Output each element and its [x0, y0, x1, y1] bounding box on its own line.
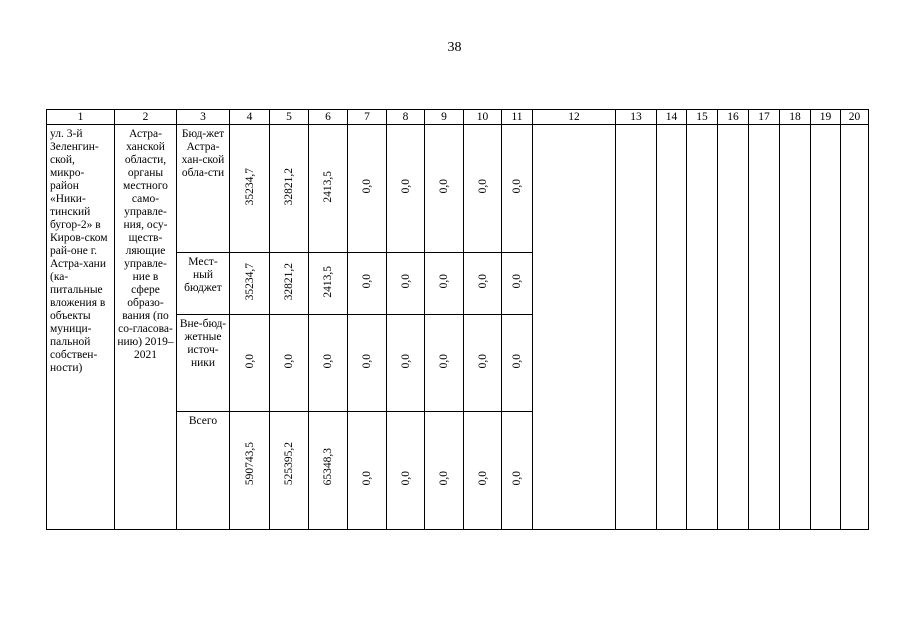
empty-cell [616, 125, 657, 530]
value-cell: 0,0 [283, 353, 295, 369]
executor-cell: Астра-ханской области, органы местного само-управле-ния, осу-ществ-ляющие управле-ние в сфере образо-вания (по со-гласова-нию) 2019–2021 [115, 125, 177, 530]
value-cell: 0,0 [361, 274, 373, 289]
value-cell: 0,0 [511, 274, 523, 289]
empty-cell [657, 125, 687, 530]
value-cell: 0,0 [438, 179, 450, 194]
column-number: 19 [811, 110, 841, 125]
value-cell: 0,0 [322, 353, 334, 369]
source-cell: Вне-бюд-жетные источ-ники [177, 315, 230, 412]
column-number-row [47, 110, 869, 125]
page-number: 38 [447, 40, 462, 55]
value-cell: 0,0 [243, 353, 256, 369]
column-number: 15 [687, 110, 718, 125]
column-number: 16 [718, 110, 749, 125]
value-cell: 0,0 [399, 353, 412, 369]
value-cell: 0,0 [438, 470, 450, 485]
empty-cell [780, 125, 811, 530]
source-cell: Всего [177, 412, 230, 530]
value-cell: 0,0 [399, 470, 412, 485]
column-number: 18 [780, 110, 811, 125]
value-cell: 0,0 [476, 353, 489, 369]
value-cell: 0,0 [511, 353, 523, 369]
column-number: 3 [177, 110, 230, 125]
column-number: 14 [657, 110, 687, 125]
column-number: 10 [464, 110, 502, 125]
value-cell: 0,0 [476, 470, 489, 485]
column-number: 20 [841, 110, 869, 125]
value-cell: 0,0 [476, 179, 489, 194]
value-cell: 0,0 [476, 274, 489, 289]
value-cell: 0,0 [438, 274, 450, 289]
value-cell: 525395,2 [283, 441, 295, 485]
value-cell: 590743,5 [243, 441, 256, 485]
value-cell: 35234,7 [243, 167, 256, 206]
table-row [47, 125, 869, 253]
column-number: 13 [616, 110, 657, 125]
empty-cell [811, 125, 841, 530]
empty-cell [841, 125, 869, 530]
value-cell: 32821,2 [283, 262, 295, 301]
value-cell: 0,0 [511, 179, 523, 194]
empty-cell [687, 125, 718, 530]
column-number: 8 [387, 110, 425, 125]
empty-cell [718, 125, 749, 530]
object-cell: ул. 3-й Зеленгин-ской, микро-район «Ники-тинский бугор-2» в Киров-ском рай-оне г. Астра-хани (ка-питальные вложения в объекты муници-пальной собствен-ности) [47, 125, 115, 530]
value-cell: 0,0 [511, 470, 523, 485]
value-cell: 0,0 [438, 353, 450, 369]
value-cell: 0,0 [361, 179, 373, 194]
budget-table [46, 109, 869, 530]
source-cell: Бюд-жет Астра-хан-ской обла-сти [177, 125, 230, 253]
column-number: 1 [47, 110, 115, 125]
value-cell: 0,0 [361, 353, 373, 369]
value-cell: 2413,5 [322, 170, 334, 203]
empty-cell [749, 125, 780, 530]
column-number: 17 [749, 110, 780, 125]
value-cell: 35234,7 [243, 262, 256, 301]
column-number: 11 [502, 110, 533, 125]
column-number: 7 [348, 110, 387, 125]
column-number: 12 [533, 110, 616, 125]
value-cell: 0,0 [361, 470, 373, 485]
source-cell: Мест-ный бюджет [177, 253, 230, 315]
value-cell: 65348,3 [322, 447, 334, 485]
value-cell: 2413,5 [322, 265, 334, 298]
column-number: 2 [115, 110, 177, 125]
column-number: 9 [425, 110, 464, 125]
column-number: 6 [309, 110, 348, 125]
column-number: 5 [270, 110, 309, 125]
value-cell: 0,0 [399, 274, 412, 289]
column-number: 4 [230, 110, 270, 125]
value-cell: 32821,2 [283, 167, 295, 206]
empty-cell [533, 125, 616, 530]
value-cell: 0,0 [399, 179, 412, 194]
